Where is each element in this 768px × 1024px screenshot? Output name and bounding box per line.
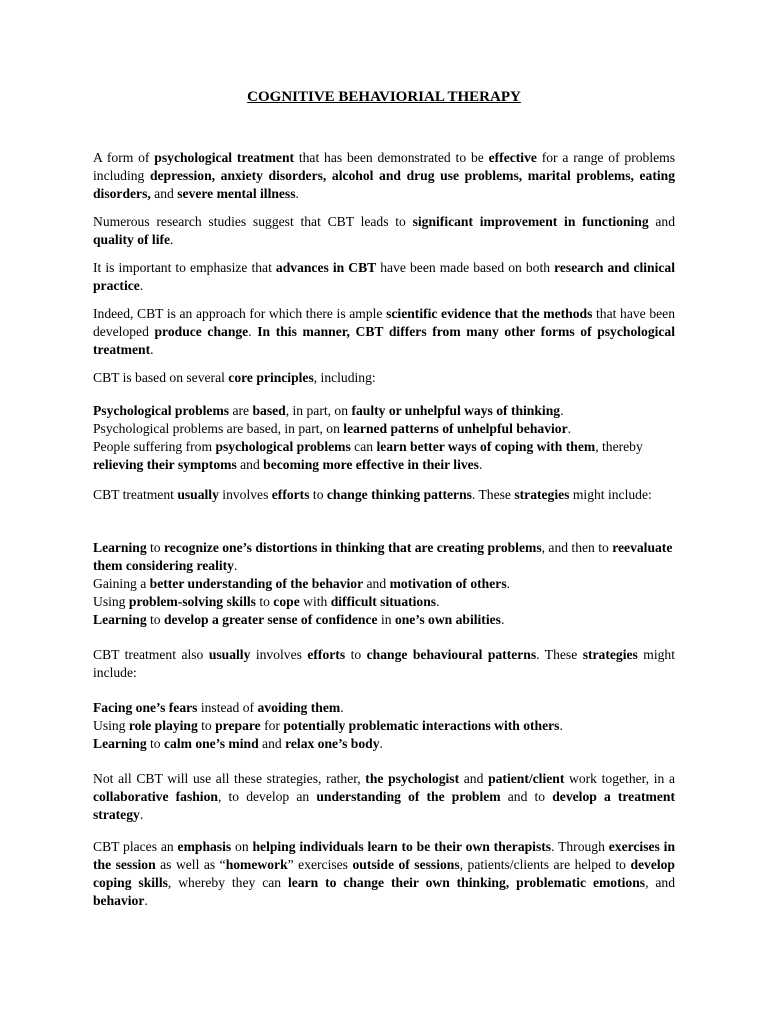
bold-text: outside of sessions [352,857,460,872]
text-run: can [350,439,377,454]
text-run: for a range of problems including [93,150,676,183]
list-item [93,735,675,753]
text-run: and [150,186,178,201]
list-item [93,420,675,438]
bold-text: helping individuals learn to be their own therapists [252,839,552,854]
text-run: ” exercises [287,857,353,872]
text-run: that has been demonstrated to be [294,150,489,165]
text-run: Numerous research studies suggest that CBT leads to [93,214,413,229]
text-run: to [197,718,216,733]
text-run: Not all CBT will use all these strategies, rather, [93,771,366,786]
text-run: CBT treatment [93,487,178,502]
text-run: . [233,558,238,573]
paragraph-advances [93,259,675,295]
bold-text: reevaluate them considering reality [93,540,673,573]
list-item [93,402,675,420]
text-run: . [379,736,383,751]
text-run: . [139,807,144,822]
bold-text: learned patterns of unhelpful behavior [343,421,568,436]
bold-text: Learning [93,736,147,751]
bold-text: potentially problematic interactions with others [283,718,560,733]
paragraph-text [93,838,675,910]
paragraph-research [93,213,675,249]
text-run: . [560,403,564,418]
bold-text: emphasis [177,839,232,854]
bold-text: the psychologist [365,771,460,786]
paragraph-text [93,149,675,203]
text-run: . [248,324,258,339]
text-run: and [363,576,390,591]
bold-text: usually [208,647,251,662]
bold-text: Facing one’s fears [93,700,198,715]
text-run: . [436,594,440,609]
bold-text: Psychological problems [93,403,230,418]
text-run: Gaining a [93,576,150,591]
text-run: are [229,403,253,418]
bold-text: problem-solving skills [128,594,256,609]
paragraph-principles-intro [93,369,675,387]
bold-text: relax one’s body [285,736,380,751]
bold-text: change thinking patterns [326,487,472,502]
bold-text: scientific evidence that the methods [386,306,593,321]
text-run: . [144,893,148,908]
bold-text: Learning [93,612,147,627]
bold-text: understanding of the problem [316,789,501,804]
paragraph-emphasis [93,838,675,910]
paragraph-text [93,486,675,504]
text-run: that have been developed [93,306,675,339]
text-run: to [146,540,164,555]
text-run: in [377,612,395,627]
bold-text: psychological treatment [154,150,295,165]
bold-text: difficult situations [330,594,437,609]
text-run: Using [93,718,129,733]
bold-text: efforts [271,487,310,502]
text-run: and [258,736,286,751]
text-run: . [478,457,483,472]
text-run: . [500,612,505,627]
paragraph-text [93,259,675,295]
bold-text: patient/client [488,771,565,786]
list-item [93,611,675,629]
text-run: Using [93,594,129,609]
bold-text: one’s own abilities [394,612,501,627]
thinking-strategies-list [93,539,675,629]
text-run: and [459,771,489,786]
text-run: . [170,232,174,247]
document-title: COGNITIVE BEHAVIORIAL THERAPY [247,89,521,105]
bold-text: faulty or unhelpful ways of thinking [351,403,561,418]
text-run: have been made based on both [376,260,555,275]
text-run: and to [500,789,553,804]
text-run: . [506,576,511,591]
text-run: , and [645,875,675,890]
bold-text: Learning [93,540,147,555]
text-run: to [255,594,274,609]
bold-text: strategies [514,487,570,502]
text-run: work together, in a [564,771,675,786]
bold-text: psychological problems [215,439,351,454]
text-run: . Through [551,839,609,854]
text-run: , to develop an [217,789,317,804]
bold-text: efforts [307,647,346,662]
text-run: with [299,594,331,609]
text-run: to [309,487,327,502]
bold-text: collaborative fashion [93,789,218,804]
bold-text: quality of life [93,232,171,247]
text-run: instead of [197,700,258,715]
bold-text: severe mental illness [177,186,296,201]
paragraph-text [93,369,675,387]
bold-text: depression, anxiety disorders, alcohol and drug use problems, marital problems, eating disorders, [93,168,675,201]
text-run: CBT treatment also [93,647,209,662]
list-item [93,717,675,735]
text-run: Psychological problems are based, in part, on [93,421,344,436]
text-run: might include: [93,647,675,680]
bold-text: cope [273,594,300,609]
bold-text: develop a greater sense of confidence [164,612,378,627]
text-run: involves [218,487,272,502]
paragraph-collaboration [93,770,675,824]
bold-text: learn better ways of coping with them [376,439,596,454]
text-run: . [150,342,154,357]
paragraph-intro [93,149,675,203]
bold-text: better understanding of the behavior [149,576,364,591]
text-run: . [567,421,572,436]
paragraph-text [93,646,675,682]
paragraph-text [93,213,675,249]
bold-text: develop coping skills [93,857,675,890]
bold-text: avoiding them [257,700,341,715]
text-run: Indeed, CBT is an approach for which there is ample [93,306,387,321]
text-run: . These [536,647,583,662]
bold-text: core principles [228,370,314,385]
paragraph-evidence [93,305,675,359]
bold-text: change behavioural patterns [366,647,537,662]
text-run: and [648,214,676,229]
text-run: and [236,457,264,472]
text-run: . These [471,487,515,502]
bold-text: behavior [93,893,145,908]
bold-text: strategies [582,647,638,662]
bold-text: motivation of others [389,576,507,591]
bold-text: becoming more effective in their lives [263,457,479,472]
bold-text: advances in CBT [275,260,377,275]
text-run: involves [250,647,308,662]
text-run: People suffering from [93,439,216,454]
bold-text: learn to change their own thinking, problematic emotions [287,875,646,890]
behaviour-strategies-list [93,699,675,753]
bold-text: In this manner, CBT differs from many other forms of psychological treatment [93,324,676,357]
text-run: A form of [93,150,155,165]
list-item [93,539,675,575]
bold-text: effective [488,150,537,165]
text-run: CBT is based on several [93,370,229,385]
bold-text: homework [225,857,288,872]
text-run: , thereby [595,439,643,454]
text-run: , and then to [541,540,613,555]
text-run: . [340,700,344,715]
bold-text: role playing [128,718,198,733]
bold-text: research and clinical practice [93,260,676,293]
bold-text: recognize one’s distortions in thinking that are creating problems [164,540,542,555]
list-item [93,593,675,611]
text-run: to [146,736,164,751]
bold-text: significant improvement in functioning [412,214,649,229]
text-run: It is important to emphasize that [93,260,276,275]
text-run: , patients/clients are helped to [459,857,631,872]
text-run: as well as “ [155,857,226,872]
list-item [93,575,675,593]
text-run: to [146,612,164,627]
bold-text: prepare [215,718,261,733]
paragraph-thinking-intro [93,486,675,504]
text-run: . [295,186,299,201]
text-run: on [231,839,253,854]
bold-text: based [252,403,286,418]
text-run: , whereby they can [167,875,288,890]
principles-list [93,402,675,474]
bold-text: relieving their symptoms [93,457,237,472]
list-item [93,699,675,717]
paragraph-text [93,770,675,824]
bold-text: develop a treatment strategy [93,789,675,822]
paragraph-text [93,305,675,359]
bold-text: produce change [154,324,249,339]
text-run: to [345,647,367,662]
text-run: , including: [313,370,376,385]
bold-text: usually [177,487,219,502]
text-run: . [559,718,563,733]
text-run: might include: [569,487,652,502]
list-item [93,438,675,474]
bold-text: exercises in the session [93,839,676,872]
text-run: , in part, on [285,403,352,418]
text-run: CBT places an [93,839,178,854]
bold-text: calm one’s mind [164,736,259,751]
text-run: for [260,718,284,733]
text-run: . [139,278,144,293]
paragraph-behaviour-intro [93,646,675,682]
